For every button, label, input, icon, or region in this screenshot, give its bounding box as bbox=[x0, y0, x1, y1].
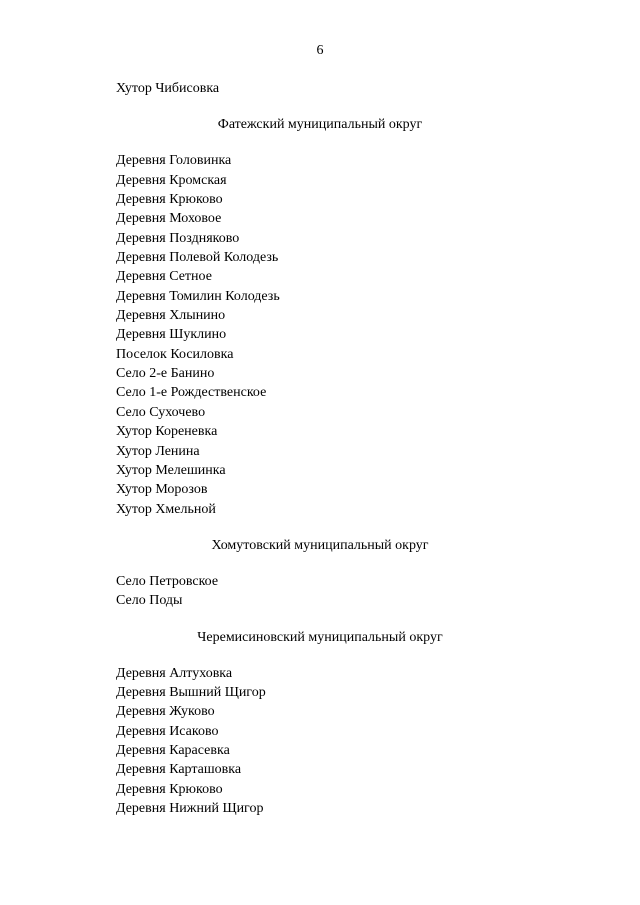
section-heading: Черемисиновский муниципальный округ bbox=[197, 629, 443, 645]
list-item: Хутор Ленина bbox=[116, 443, 200, 459]
list-item: Хутор Чибисовка bbox=[116, 81, 220, 96]
document-body bbox=[116, 79, 526, 818]
list-item: Деревня Алтуховка bbox=[116, 665, 233, 681]
list-item: Деревня Карасевка bbox=[116, 742, 230, 758]
section-list bbox=[116, 664, 526, 819]
list-item: Деревня Нижний Щигор bbox=[116, 800, 264, 816]
list-item: Деревня Вышний Щигор bbox=[116, 684, 266, 700]
list-item: Деревня Моховое bbox=[116, 211, 222, 227]
list-item: Деревня Хлынино bbox=[116, 308, 226, 324]
list-item: Деревня Кромская bbox=[116, 172, 227, 188]
list-item: Хутор Кореневка bbox=[116, 424, 218, 440]
list-item: Деревня Шуклино bbox=[116, 327, 227, 343]
list-item: Деревня Исаково bbox=[116, 723, 219, 739]
list-item: Деревня Карташовка bbox=[116, 762, 242, 778]
list-item: Село Поды bbox=[116, 593, 183, 609]
list-item: Село 1-е Рождественское bbox=[116, 385, 267, 401]
list-item: Хутор Морозов bbox=[116, 482, 208, 498]
list-item: Деревня Полевой Колодезь bbox=[116, 250, 279, 266]
list-item: Село 2-е Банино bbox=[116, 366, 215, 382]
list-item: Хутор Хмельной bbox=[116, 501, 216, 517]
page-number: 6 bbox=[316, 43, 324, 58]
list-item: Деревня Сетное bbox=[116, 269, 212, 285]
section-list bbox=[116, 572, 526, 611]
list-item: Деревня Крюково bbox=[116, 192, 223, 208]
intro-list bbox=[116, 79, 526, 98]
list-item: Деревня Головинка bbox=[116, 153, 232, 169]
section-khomutovsky bbox=[116, 536, 526, 611]
list-item: Деревня Крюково bbox=[116, 781, 223, 797]
list-item: Деревня Поздняково bbox=[116, 230, 240, 246]
list-item: Село Сухочево bbox=[116, 404, 206, 420]
list-item: Поселок Косиловка bbox=[116, 346, 234, 362]
section-heading: Фатежский муниципальный округ bbox=[217, 117, 423, 133]
list-item: Село Петровское bbox=[116, 573, 219, 589]
list-item: Деревня Жуково bbox=[116, 704, 215, 720]
section-heading: Хомутовский муниципальный округ bbox=[211, 537, 429, 553]
list-item: Хутор Мелешинка bbox=[116, 462, 226, 478]
section-cheremisinovsky bbox=[116, 628, 526, 819]
section-fatezh bbox=[116, 115, 526, 519]
list-item: Деревня Томилин Колодезь bbox=[116, 288, 280, 304]
section-list bbox=[116, 151, 526, 519]
